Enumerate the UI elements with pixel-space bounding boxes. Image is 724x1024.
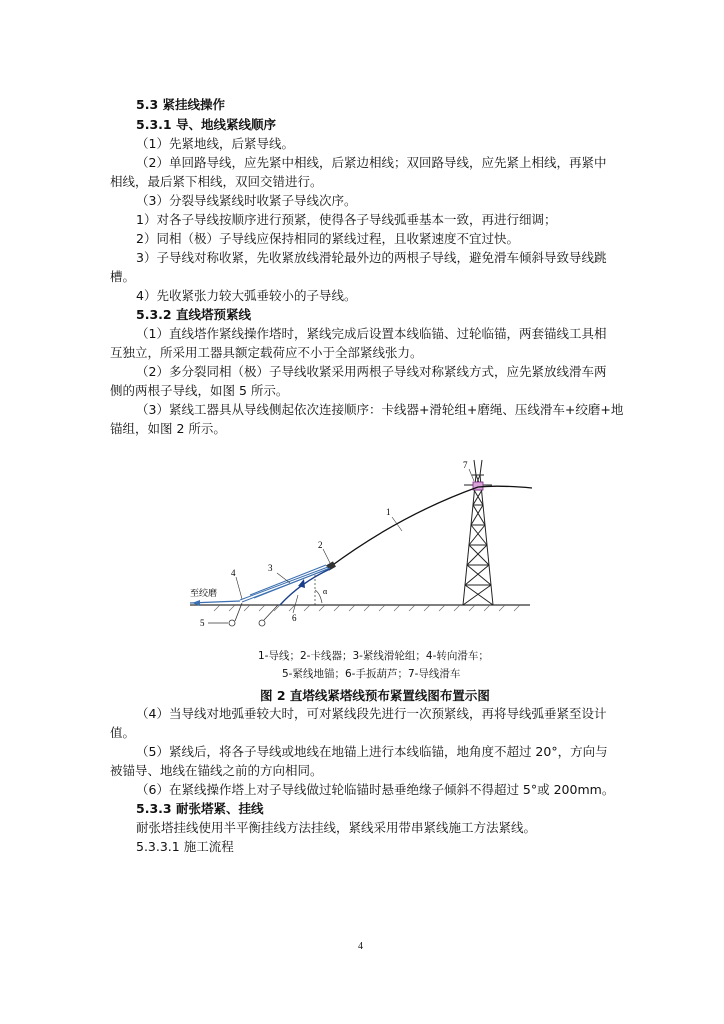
paragraph-3-item-3-line-1: 3）子导线对称收紧，先收紧放线滑轮最外边的两根子导线，避免滑车倾斜导致导线跳: [136, 250, 607, 265]
paragraph-3-item-3-line-2: 槽。: [110, 269, 136, 284]
q2-line-2: 侧的两根子导线，如图 5 所示。: [110, 383, 289, 398]
q4-line-1: （4）当导线对地弧垂较大时，可对紧线段先进行一次预紧线，再将导线弧垂紧至设计: [136, 706, 607, 721]
conductor-line: [330, 486, 532, 567]
figure-title: 图 2 直塔线紧塔线预布紧置线图布置示图: [260, 688, 490, 703]
label-1: 1: [386, 507, 391, 517]
q6-line: （6）在紧线操作塔上对子导线做过轮临锚时悬垂绝缘子倾斜不得超过 5°或 200mm。: [136, 782, 615, 797]
ground-anchor-icon: [229, 620, 235, 626]
heading-5-3: 5.3 紧挂线操作: [136, 97, 225, 112]
hoist-anchor-icon: [259, 620, 265, 626]
q3-line-1: （3）紧线工器具从导线侧起依次连接顺序：卡线器+滑轮组+磨绳、压线滑车+绞磨+地: [136, 402, 624, 417]
page-number: 4: [358, 941, 363, 952]
stringing-diagram: [180, 455, 540, 640]
q3-line-2: 锚组，如图 2 所示。: [110, 421, 226, 436]
paragraph-3-item-2: 2）同相（极）子导线应保持相同的紧线过程，且收紧速度不宜过快。: [136, 231, 519, 246]
angle-arc: [315, 590, 322, 603]
q1-line-2: 互独立，所采用工器具额定载荷应不小于全部紧线张力。: [110, 345, 423, 360]
label-5: 5: [200, 618, 205, 628]
pulley-block-lines: [240, 565, 330, 602]
label-4: 4: [231, 568, 236, 578]
figure-caption-line-2: 5-紧线地锚；6-手扳葫芦；7-导线滑车: [282, 668, 461, 680]
label-3: 3: [268, 563, 273, 573]
q5-line-2: 被锚导、地线在锚线之前的方向相同。: [110, 763, 323, 778]
q5-line-1: （5）紧线后，将各子导线或地线在地锚上进行本线临锚，地角度不超过 20°，方向与: [136, 744, 608, 759]
ground-hatching: [214, 605, 520, 611]
paragraph-3-item-1: 1）对各子导线按顺序进行预紧，使得各子导线弧垂基本一致，再进行细调；: [136, 212, 557, 227]
heading-5-3-3: 5.3.3 耐张塔紧、挂线: [136, 801, 264, 816]
paragraph-2-line-2: 相线，最后紧下相线，双回交错进行。: [110, 174, 323, 189]
paragraph-1: （1）先紧地线，后紧导线。: [136, 136, 294, 151]
r1-line: 耐张塔挂线使用半平衡挂线方法挂线，紧线采用带串紧线施工方法紧线。: [136, 820, 537, 835]
heading-5-3-2: 5.3.2 直线塔预紧线: [136, 307, 251, 322]
label-7: 7: [463, 460, 468, 470]
q4-line-2: 值。: [110, 725, 136, 740]
paragraph-3: （3）分裂导线紧线时收紧子导线次序。: [136, 193, 357, 208]
label-6: 6: [292, 613, 297, 623]
figure-caption-line-1: 1-导线；2-卡线器；3-紧线滑轮组；4-转向滑车；: [258, 650, 489, 662]
label-2: 2: [318, 540, 323, 550]
q1-line-1: （1）直线塔作紧线操作塔时，紧线完成后设置本线临锚、过轮临锚，两套锚线工具相: [136, 326, 607, 341]
r2-line: 5.3.3.1 施工流程: [136, 839, 234, 854]
q2-line-1: （2）多分裂同相（极）子导线收紧采用两根子导线对称紧线方式，应先紧放线滑车两: [136, 364, 607, 379]
heading-5-3-1: 5.3.1 导、地线紧线顺序: [136, 117, 276, 132]
label-angle: α: [323, 587, 328, 596]
paragraph-3-item-4: 4）先收紧张力较大弧垂较小的子导线。: [136, 288, 357, 303]
paragraph-2-line-1: （2）单回路导线，应先紧中相线，后紧边相线；双回路导线，应先紧上相线，再紧中: [136, 155, 607, 170]
label-winch: 至绞磨: [190, 588, 218, 598]
